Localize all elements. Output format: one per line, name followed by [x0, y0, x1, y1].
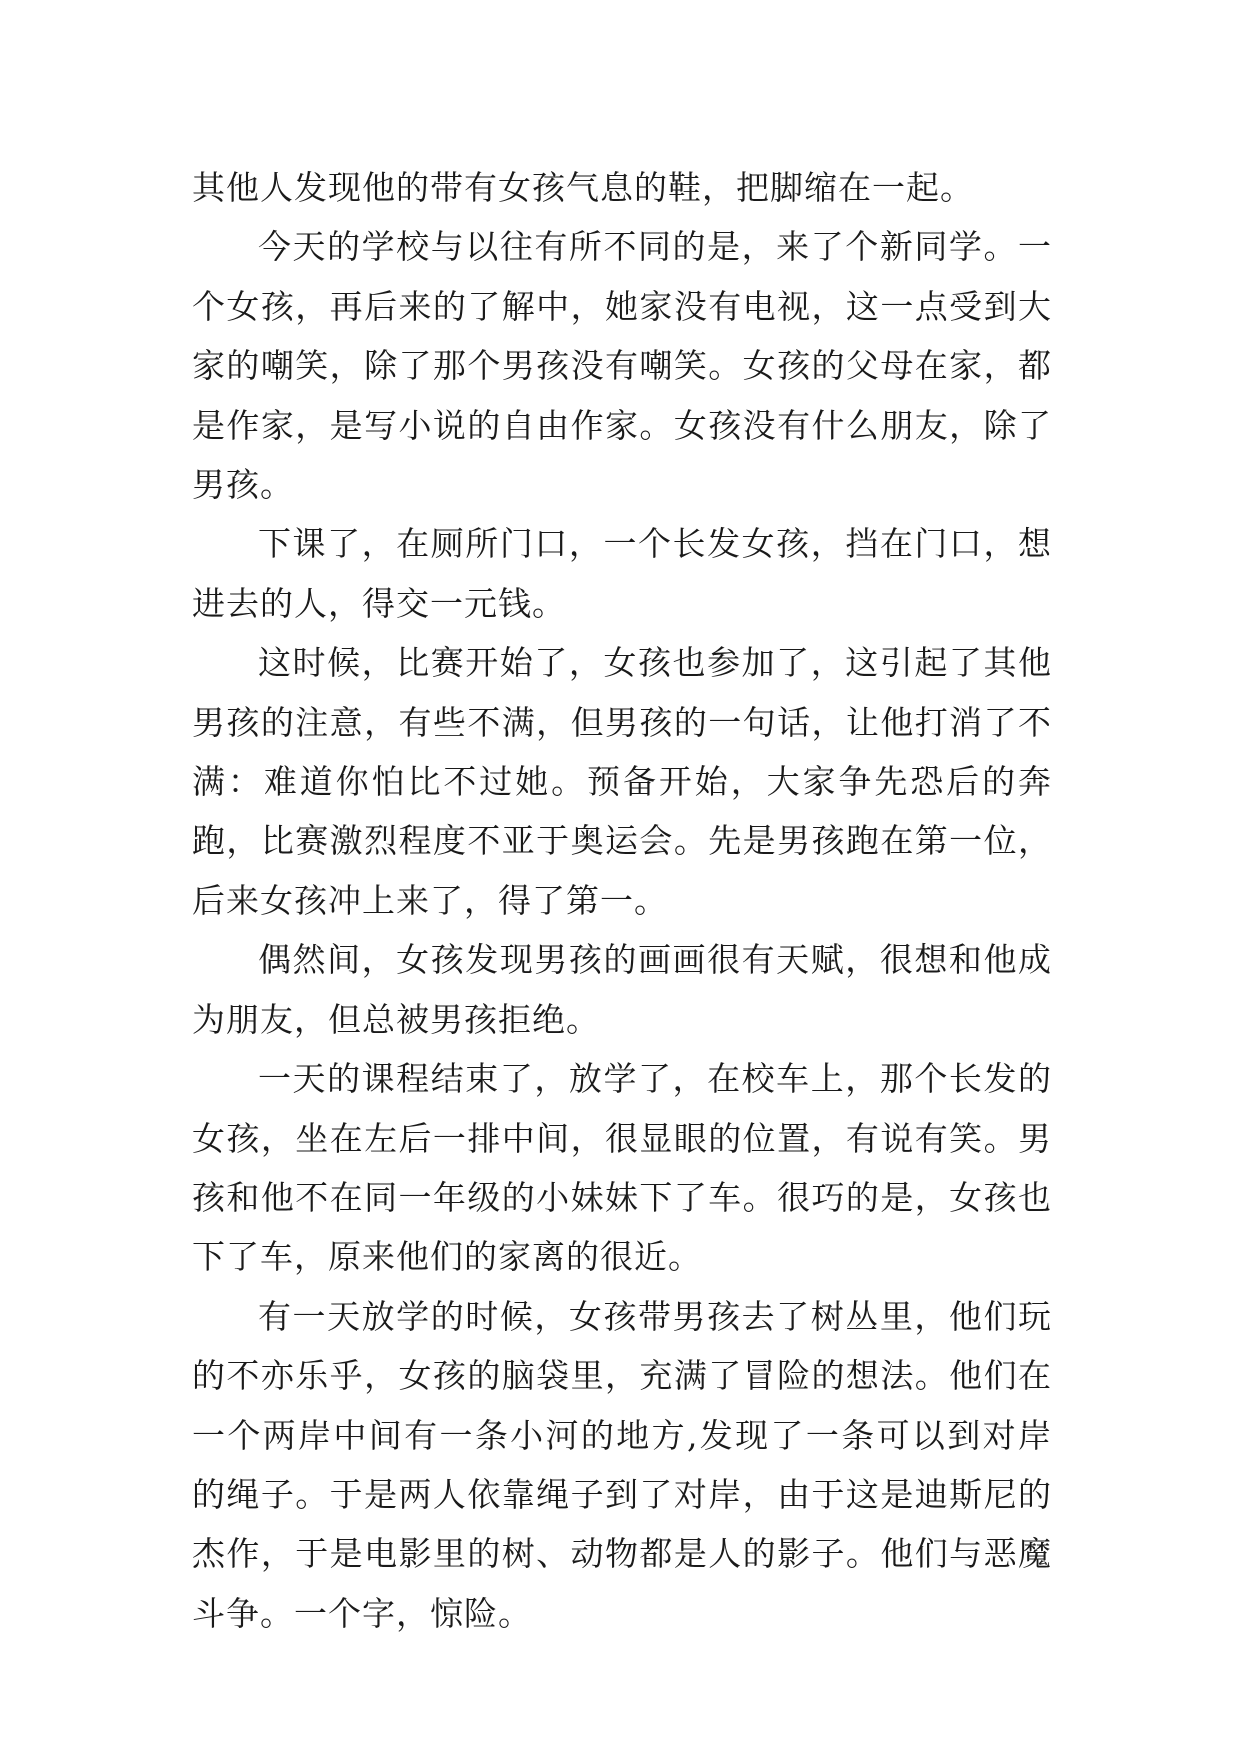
paragraph-6: 一天的课程结束了，放学了，在校车上，那个长发的女孩，坐在左后一排中间，很显眼的位置，有说有笑。男孩和他不在同一年级的小妹妹下了车。很巧的是，女孩也下了车，原来他们的家离的很近。: [192, 1059, 1052, 1277]
paragraph-4: 这时候，比赛开始了，女孩也参加了，这引起了其他男孩的注意，有些不满，但男孩的一句话，让他打消了不满：难道你怕比不过她。预备开始，大家争先恐后的奔跑，比赛激烈程度不亚于奥运会。先是男孩跑在第一位，后来女孩冲上来了，得了第一。: [192, 643, 1052, 920]
paragraph-2: 今天的学校与以往有所不同的是，来了个新同学。一个女孩，再后来的了解中，她家没有电视，这一点受到大家的嘲笑，除了那个男孩没有嘲笑。女孩的父母在家，都是作家，是写小说的自由作家。女孩没有什么朋友，除了男孩。: [192, 227, 1052, 505]
paragraph-3: 下课了，在厕所门口，一个长发女孩，挡在门口，想进去的人，得交一元钱。: [192, 524, 1052, 623]
paragraph-7: 有一天放学的时候，女孩带男孩去了树丛里，他们玩的不亦乐乎，女孩的脑袋里，充满了冒险的想法。他们在一个两岸中间有一条小河的地方,发现了一条可以到对岸的绳子。于是两人依靠绳子到了对岸，由于这是迪斯尼的杰作，于是电影里的树、动物都是人的影子。他们与恶魔斗争。一个字，惊险。: [192, 1296, 1052, 1633]
paragraph-1: 其他人发现他的带有女孩气息的鞋，把脚缩在一起。: [192, 168, 974, 207]
body-text: [192, 158, 1052, 1643]
paragraph-5: 偶然间，女孩发现男孩的画画很有天赋，很想和他成为朋友，但总被男孩拒绝。: [192, 940, 1052, 1039]
